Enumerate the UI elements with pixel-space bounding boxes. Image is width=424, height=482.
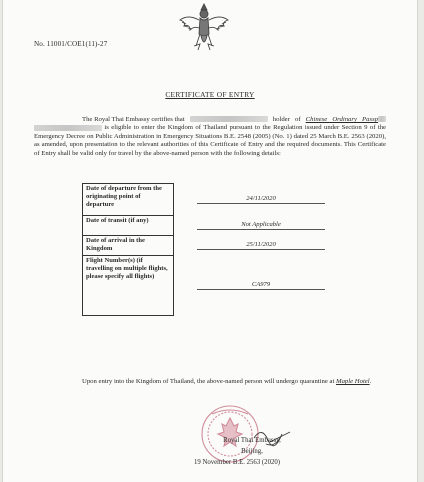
signature-org: Royal Thai Embassy, xyxy=(223,437,281,444)
table-row xyxy=(83,216,349,236)
garuda-emblem-icon xyxy=(176,0,232,56)
redacted-name xyxy=(190,116,268,122)
travel-details-table xyxy=(82,183,348,316)
detail-label: Date of transit (if any) xyxy=(83,216,174,236)
reference-number: No. 11001/COE1(11)-27 xyxy=(34,40,108,48)
detail-label: Date of departure from the originating point of departure xyxy=(83,184,174,216)
certificate-body xyxy=(34,116,386,158)
signature-city: Beijing, xyxy=(241,448,263,455)
detail-value: Not Applicable xyxy=(197,221,325,230)
detail-label: Date of arrival in the Kingdom xyxy=(83,236,174,256)
table-row xyxy=(83,256,349,316)
detail-value: CA979 xyxy=(197,281,325,290)
intro-rest: is eligible to enter the Kingdom of Thailand pursuant to the Regulation issued under Section 9 of the Emergency Decree on Public Administration in Emergency Situations B.E. 2548 (2005) (No. 1) dated 25 March B.E. 2563 (2020), as amended, upon presentation to the relevant authorities of this Certificate of Entry and the required documents. This Certificate of Entry shall be valid only for travel by the above-named person with the following details: xyxy=(34,124,387,157)
detail-value: 24/11/2020 xyxy=(197,195,325,204)
table-row xyxy=(83,184,349,216)
detail-value: 25/11/2020 xyxy=(197,241,325,250)
certificate-page xyxy=(2,0,418,482)
quarantine-end: . xyxy=(369,378,372,385)
quarantine-lead: Upon entry into the Kingdom of Thailand, the above-named person will undergo quarantine at xyxy=(82,378,335,385)
redacted-passport-number xyxy=(34,125,102,131)
signature-date: 19 November B.E. 2563 (2020) xyxy=(193,459,281,466)
certificate-title: CERTIFICATE OF ENTRY xyxy=(165,90,255,99)
quarantine-hotel: Maple Hotel xyxy=(336,378,370,385)
passport-type: Chinese Ordinary Passp xyxy=(305,116,379,123)
intro-lead: The Royal Thai Embassy certifies that xyxy=(82,116,185,123)
quarantine-paragraph xyxy=(34,378,386,386)
detail-label: Flight Number(s) (if travelling on multiple flights, please specify all flights) xyxy=(83,256,174,316)
holder-of-text: holder of xyxy=(272,116,301,123)
table-row xyxy=(83,236,349,256)
redacted-passport-tail xyxy=(378,116,386,122)
